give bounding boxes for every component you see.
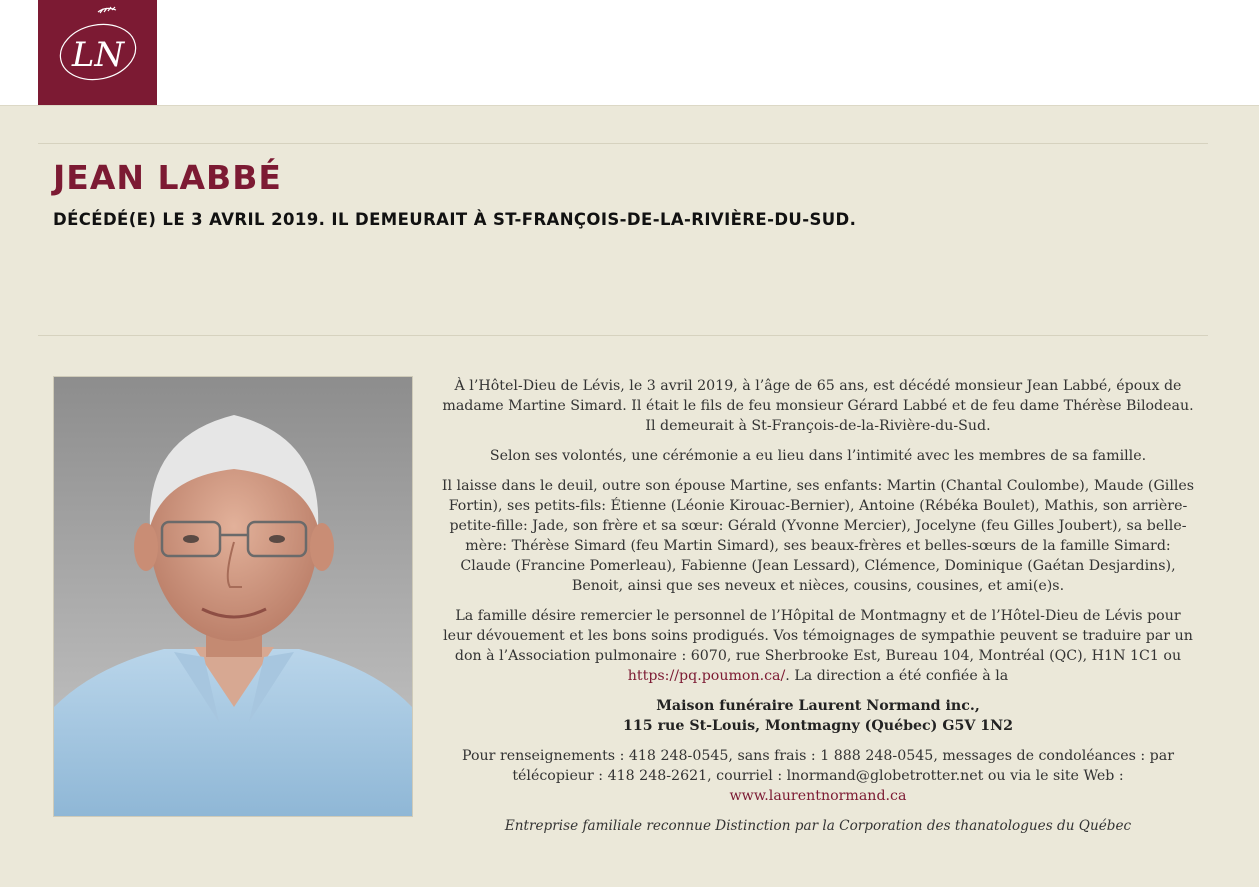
death-notice-subtitle: DÉCÉDÉ(E) LE 3 AVRIL 2019. IL DEMEURAIT À ST-FRANÇOIS-DE-LA-RIVIÈRE-DU-SUD. [53,210,857,229]
contact-block [440,746,1196,806]
direction-text: . La direction a été confiée à la [785,668,1009,684]
portrait-illustration [54,377,412,816]
contact-text: Pour renseignements : 418 248-0545, sans frais : 1 888 248-0545, messages de condoléances : par télécopieur : 418 248-2621, courriel : lnormand@globetrotter.net ou via le site Web : [462,748,1174,784]
company-tagline: Entreprise familiale reconnue Distinction par la Corporation des thanatologues du Québec [504,818,1132,834]
obituary-paragraph: À l’Hôtel-Dieu de Lévis, le 3 avril 2019, à l’âge de 65 ans, est décédé monsieur Jean Labbé, époux de madame Martine Simard. Il était le fils de feu monsieur Gérard Labbé et de feu dame Thérèse Bilodeau. Il demeurait à St-François-de-la-Rivière-du-Sud. [442,378,1194,434]
obituary-paragraph: Selon ses volontés, une cérémonie a eu lieu dans l’intimité avec les membres de sa famille. [489,448,1147,464]
svg-text:LN: LN [71,35,125,75]
funeral-home-address: 115 rue St-Louis, Montmagny (Québec) G5V 1N2 [623,718,1013,734]
donation-link[interactable]: https://pq.poumon.ca/ [627,668,786,684]
obituary-paragraph: Il laisse dans le deuil, outre son épouse Martine, ses enfants: Martin (Chantal Coulombe), Maude (Gilles Fortin), ses petits-fils: Étienne (Léonie Kirouac-Bernier), Antoine (Rébéka Boulet), Mathis, son arrière-petite-fille: Jade, son frère et sa sœur: Gérald (Yvonne Mercier), Jocelyne (feu Gilles Joubert), sa belle-mère: Thérèse Simard (feu Martin Simard), ses beaux-frères et belles-sœurs de la famille Simard: Claude (Francine Pomerleau), Fabienne (Jean Lessard), Clémence, Dominique (Gaétan Desjardins), Benoit, ainsi que ses neveux et nièces, cousins, cousines, et ami(e)s. [441,478,1195,594]
ln-monogram-logo [38,0,157,105]
logo-link[interactable] [38,0,157,105]
website-link[interactable]: www.laurentnormand.ca [729,788,907,804]
obituary-paragraph [440,606,1196,686]
obituary-body [440,376,1196,846]
funeral-home-name: Maison funéraire Laurent Normand inc., [656,698,980,714]
content-divider [38,335,1208,336]
site-header [0,0,1259,106]
funeral-home-block [440,696,1196,736]
portrait-photo [53,376,413,817]
top-divider [38,143,1208,144]
donation-text: La famille désire remercier le personnel de l’Hôpital de Montmagny et de l’Hôtel-Dieu de Lévis pour leur dévouement et les bons soins prodigués. Vos témoignages de sympathie peuvent se traduire par un don à l’Association pulmonaire : 6070, rue Sherbrooke Est, Bureau 104, Montréal (QC), H1N 1C1 ou [443,608,1193,664]
deceased-name: JEAN LABBÉ [53,158,282,197]
